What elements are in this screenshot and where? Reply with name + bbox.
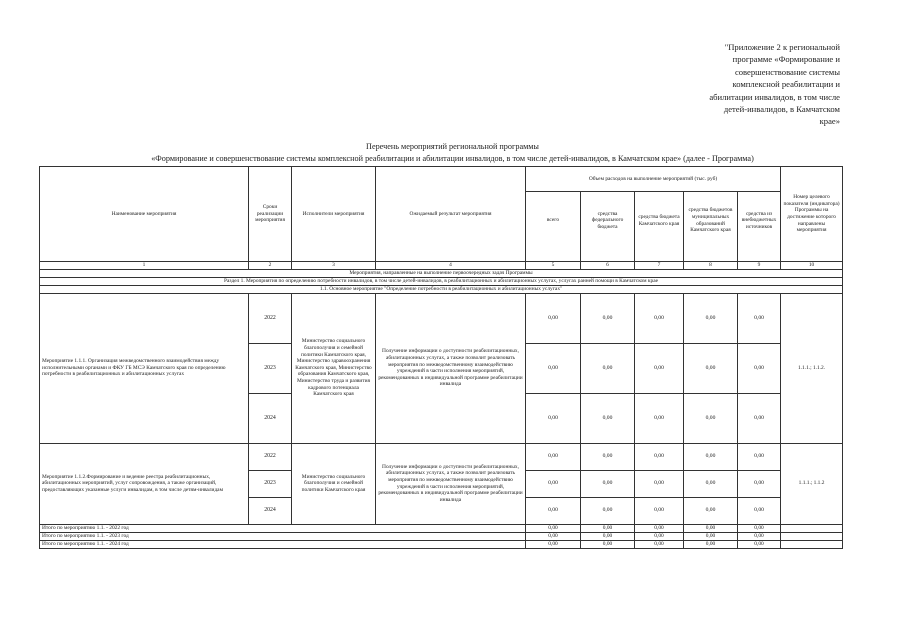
total-value: 0,00 [684,540,738,548]
total-value: 0,00 [581,532,635,540]
value-total: 0,00 [526,443,581,470]
appendix-line: комплексной реабилитации и [732,79,840,90]
column-number: 10 [781,262,843,270]
section-row: 1.1. Основное мероприятие "Определение потребности в реабилитационных и абилитационных услугах" [40,285,843,293]
total-value: 0,00 [684,524,738,532]
value-municipal: 0,00 [684,343,738,393]
header-expenses: Объем расходов на выполнение мероприятий (тыс. руб) [526,167,781,192]
appendix-line: совершенствование системы [734,66,840,77]
total-value: 0,00 [635,532,684,540]
total-label: Итого по мероприятию 1.1. - 2023 год [40,532,526,540]
value-other: 0,00 [738,293,781,343]
measure-year: 2023 [249,470,292,497]
section-row: Мероприятия, направленные на выполнение первоочередных задач Программы [40,269,843,277]
value-municipal: 0,00 [684,470,738,497]
value-regional: 0,00 [635,393,684,443]
value-other: 0,00 [738,343,781,393]
header-executors: Исполнители мероприятия [292,167,376,262]
appendix-note [690,41,840,128]
measure-year: 2024 [249,497,292,524]
header-indicator: Номер целевого показателя (индикатора) Программы на достижение которого направлены мероприятия [781,167,843,262]
value-total: 0,00 [526,343,581,393]
column-number: 6 [581,262,635,270]
header-federal: средства федерального бюджета [581,192,635,262]
total-indicator [781,524,843,532]
measure-executors: Министерство социального благополучия и семейной политики Камчатского края [292,443,376,524]
value-other: 0,00 [738,393,781,443]
value-other: 0,00 [738,470,781,497]
column-number: 9 [738,262,781,270]
value-regional: 0,00 [635,470,684,497]
value-total: 0,00 [526,393,581,443]
total-value: 0,00 [738,532,781,540]
value-federal: 0,00 [581,293,635,343]
value-municipal: 0,00 [684,293,738,343]
header-name: Наименование мероприятия [40,167,249,262]
total-value: 0,00 [738,540,781,548]
total-value: 0,00 [526,524,581,532]
value-regional: 0,00 [635,443,684,470]
header-result: Ожидаемый результат мероприятия [376,167,526,262]
value-other: 0,00 [738,497,781,524]
value-total: 0,00 [526,293,581,343]
measure-result: Получение информации о доступности реабилитационных, абилитационных услугах, а также позволит реализовать мероприятия по межведомственному взаимодействию учреждений в части исполнения мероприятий, рекомендованных в индивидуальной программе реабилитации инвалида [376,293,526,443]
header-municipal: средства бюджетов муниципальных образований Камчатского края [684,192,738,262]
total-value: 0,00 [635,524,684,532]
value-federal: 0,00 [581,343,635,393]
measure-year: 2022 [249,443,292,470]
total-value: 0,00 [635,540,684,548]
measure-name: Мероприятие 1.1.1. Организация межведомственного взаимодействия между исполнительными органами и ФКУ ГБ МСЭ Камчатского края по определению потребности в реабилитационных и абилитационных услугах [40,293,249,443]
measure-year: 2023 [249,343,292,393]
value-total: 0,00 [526,497,581,524]
document-title: Перечень мероприятий региональной программы [366,142,539,151]
measure-result: Получение информации о доступности реабилитационных, абилитационных услугах, а также позволит реализовать мероприятия по межведомственному взаимодействию учреждений в части исполнения мероприятий, рекомендованных в индивидуальной программе реабилитации инвалида [376,443,526,524]
measure-indicator: 1.1.1.; 1.1.2 [781,443,843,524]
total-value: 0,00 [526,540,581,548]
appendix-line: крае» [819,116,840,127]
header-other: средства из внебюджетных источников [738,192,781,262]
total-indicator [781,540,843,548]
measure-name: Мероприятие 1.1.2.Формирование и ведение реестра реабилитационных, абилитационных мероприятий, услуг сопровождения, а также организаций, предоставляющих указанные услуги инвалидам, в том числе детям-инвалидам [40,443,249,524]
measure-indicator: 1.1.1.; 1.1.2. [781,293,843,443]
total-label: Итого по мероприятию 1.1. - 2022 год [40,524,526,532]
measure-year: 2022 [249,293,292,343]
appendix-line: программе «Формирование и [732,54,840,65]
value-municipal: 0,00 [684,393,738,443]
column-number: 7 [635,262,684,270]
total-value: 0,00 [526,532,581,540]
value-total: 0,00 [526,470,581,497]
measures-table [39,166,843,549]
total-value: 0,00 [738,524,781,532]
measure-executors: Министерство социального благополучия и семейной политики Камчатского края, Министерство здравоохранения Камчатского края, Министерство образования Камчатского края, Министерство труда и развития кадрового потенциала Камчатского края [292,293,376,443]
column-number: 5 [526,262,581,270]
document-subtitle: «Формирование и совершенствование системы комплексной реабилитации и абилитации инвалидов, в том числе детей-инвалидов, в Камчатском крае» (далее - Программа) [151,154,754,163]
value-federal: 0,00 [581,497,635,524]
value-federal: 0,00 [581,443,635,470]
column-number: 3 [292,262,376,270]
value-regional: 0,00 [635,343,684,393]
value-federal: 0,00 [581,470,635,497]
appendix-line: "Приложение 2 к региональной [724,42,840,52]
header-terms: Сроки реализации мероприятия [249,167,292,262]
total-value: 0,00 [581,524,635,532]
value-other: 0,00 [738,443,781,470]
appendix-line: детей-инвалидов, в Камчатском [723,104,840,115]
column-number: 8 [684,262,738,270]
appendix-line: абилитации инвалидов, в том числе [709,91,840,102]
column-number: 1 [40,262,249,270]
total-value: 0,00 [581,540,635,548]
value-municipal: 0,00 [684,443,738,470]
total-value: 0,00 [684,532,738,540]
column-number: 2 [249,262,292,270]
value-municipal: 0,00 [684,497,738,524]
section-row: Раздел 1. Мероприятия по определению потребности инвалидов, в том числе детей-инвалидов, в реабилитационных и абилитационных услугах, услугах ранней помощи в Камчатском крае [40,277,843,285]
header-regional: средства бюджета Камчатского края [635,192,684,262]
total-indicator [781,532,843,540]
total-label: Итого по мероприятию 1.1. - 2024 год [40,540,526,548]
value-regional: 0,00 [635,497,684,524]
value-regional: 0,00 [635,293,684,343]
column-number: 4 [376,262,526,270]
header-total: всего [526,192,581,262]
measure-year: 2024 [249,393,292,443]
value-federal: 0,00 [581,393,635,443]
